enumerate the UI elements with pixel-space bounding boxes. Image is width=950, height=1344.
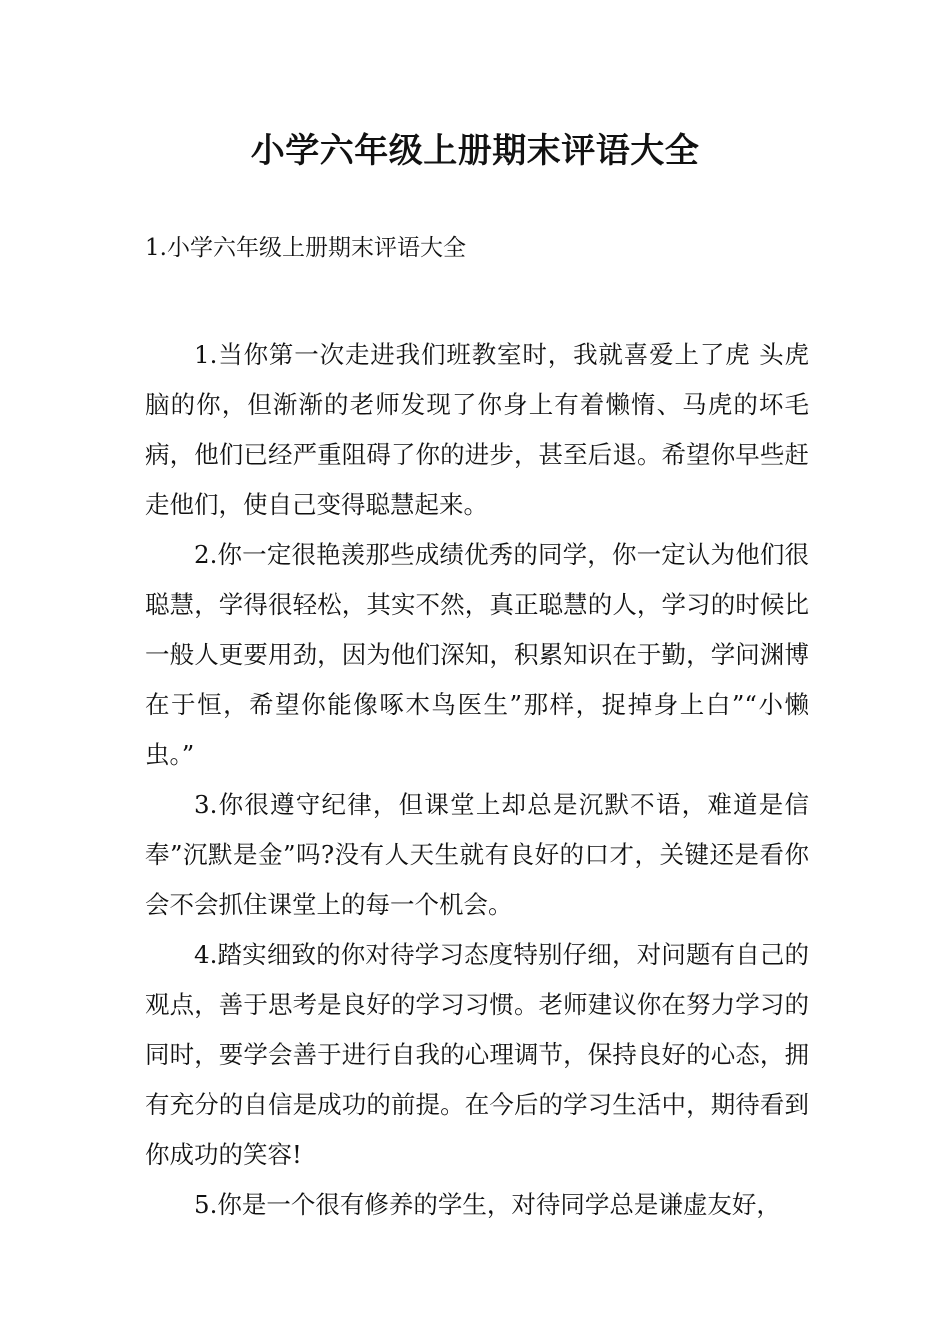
- comment-paragraph-3: 3.你很遵守纪律，但课堂上却总是沉默不语，难道是信奉”沉默是金”吗?没有人天生就有良好的口才，关键还是看你会不会抓住课堂上的每一个机会。: [145, 790, 809, 919]
- comment-paragraph-1: 1.当你第一次走进我们班教室时，我就喜爱上了虎 头虎脑的你，但渐渐的老师发现了你身上有着懒惰、马虎的坏毛病，他们已经严重阻碍了你的进步，甚至后退。希望你早些赶走他们，使自己变得聪慧起来。: [145, 340, 809, 519]
- comment-list: [145, 330, 809, 1230]
- comment-paragraph-5: 5.你是一个很有修养的学生，对待同学总是谦虚友好，: [194, 1190, 781, 1219]
- section-heading: 1.小学六年级上册期末评语大全: [145, 235, 466, 261]
- comment-paragraph-2: 2.你一定很艳羡那些成绩优秀的同学，你一定认为他们很聪慧，学得很轻松，其实不然，真正聪慧的人，学习的时候比一般人更要用劲，因为他们深知，积累知识在于勤，学问渊博在于恒，希望你能像啄木鸟医生”那样，捉掉身上白”“小懒虫。”: [145, 540, 809, 769]
- page-title: 小学六年级上册期末评语大全: [250, 131, 700, 171]
- comment-paragraph-4: 4.踏实细致的你对待学习态度特别仔细，对问题有自己的观点，善于思考是良好的学习习惯。老师建议你在努力学习的同时，要学会善于进行自我的心理调节，保持良好的心态，拥有充分的自信是成功的前提。在今后的学习生活中，期待看到你成功的笑容!: [145, 940, 809, 1169]
